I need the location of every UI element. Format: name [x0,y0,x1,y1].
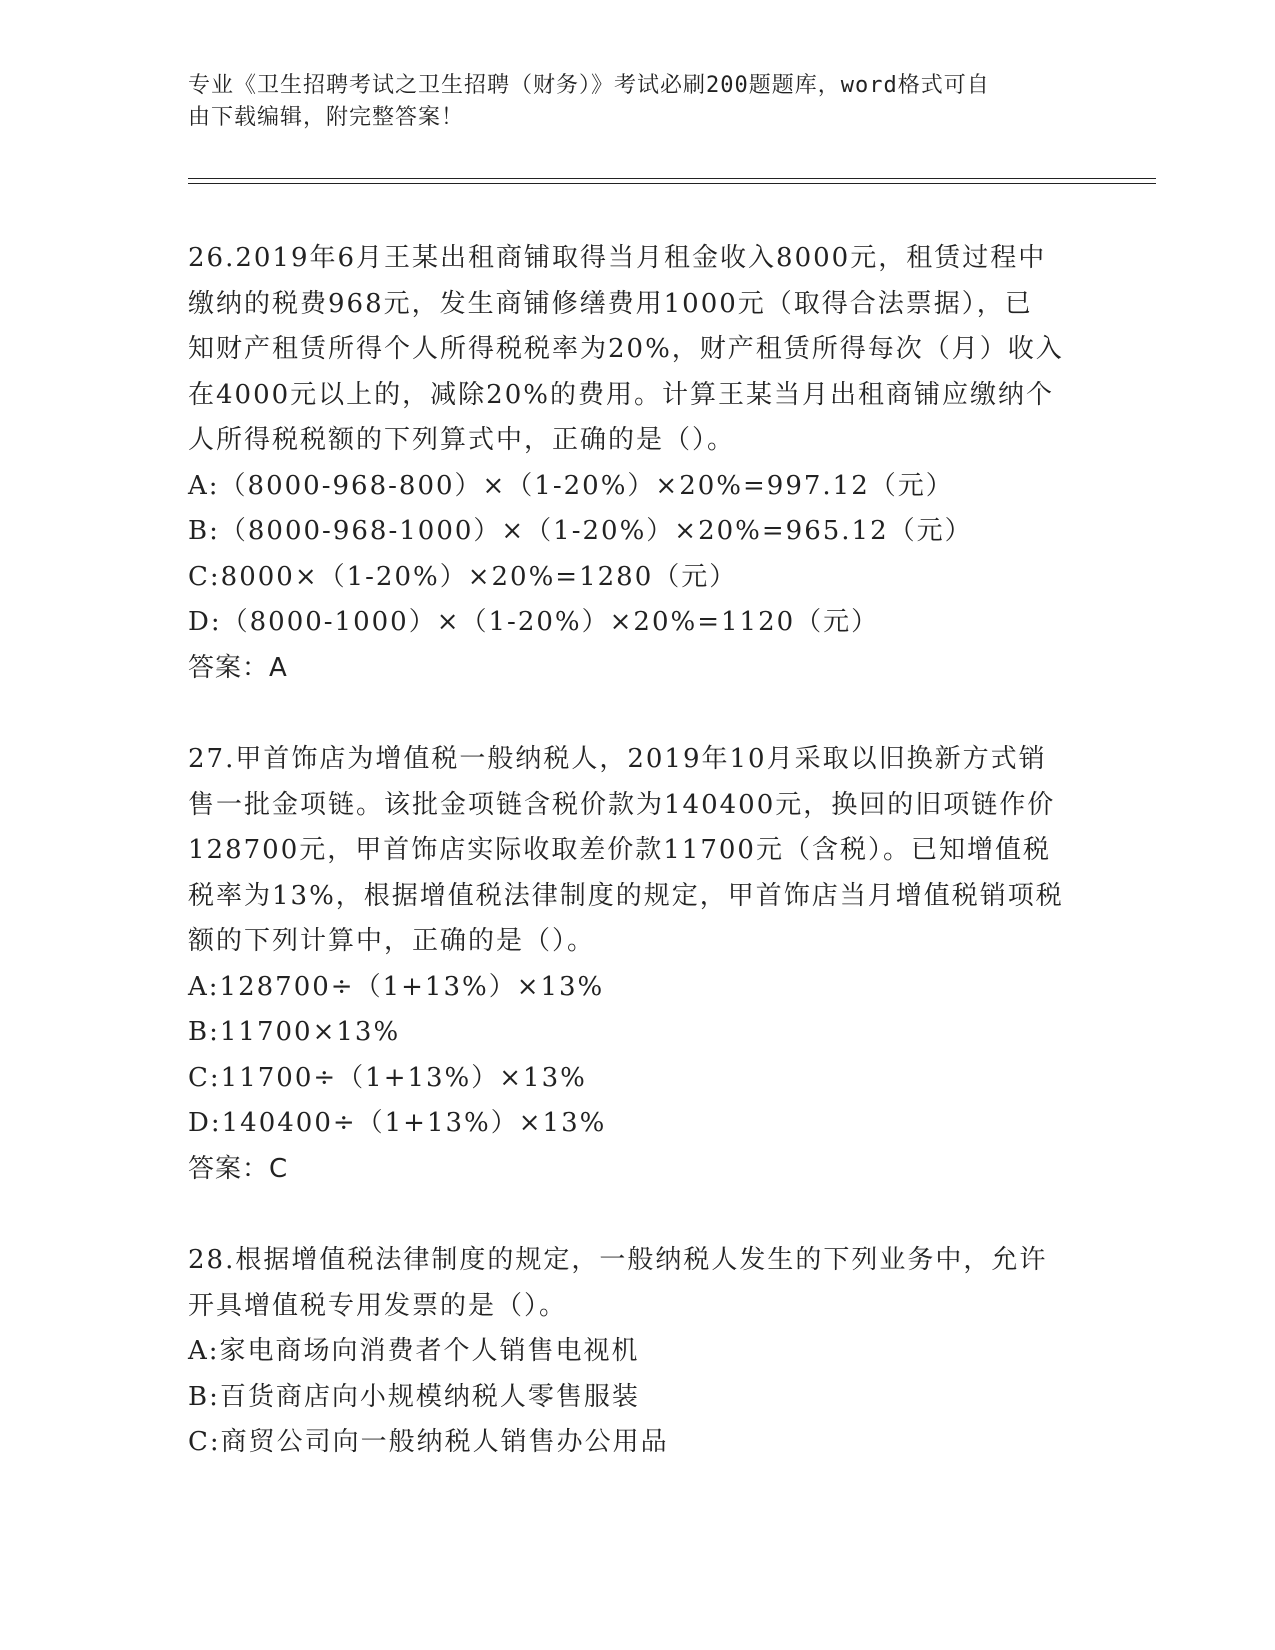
option-c: C:8000×（1-20%）×20%=1280（元） [188,561,738,592]
option-a: A:（8000-968-800）×（1-20%）×20%=997.12（元） [188,470,954,501]
option-a: A:128700÷（1+13%）×13% [188,971,605,1002]
answer-label: 答案：A [188,652,288,683]
answer-label: 答案：C [188,1153,289,1184]
question-stem-line: 缴纳的税费968元，发生商铺修缮费用1000元（取得合法票据），已 [188,288,1033,319]
question-stem-line: 开具增值税专用发票的是（）。 [188,1290,568,1321]
option-c: C:11700÷（1+13%）×13% [188,1062,587,1093]
header-divider-bottom [188,183,1156,184]
header-line-2: 由下载编辑，附完整答案！ [188,105,465,130]
question-stem-line: 额的下列计算中，正确的是（）。 [188,926,596,956]
question-stem-line: 128700元，甲首饰店实际收取差价款11700元（含税）。已知增值税 [188,835,1051,865]
option-b: B:（8000-968-1000）×（1-20%）×20%=965.12（元） [188,516,973,546]
question-stem-line: 人所得税税额的下列算式中，正确的是（）。 [188,425,736,455]
option-b: B:百货商店向小规模纳税人零售服装 [188,1381,640,1412]
question-stem-line: 26.2019年6月王某出租商铺取得当月租金收入8000元，租赁过程中 [188,243,1047,273]
header-line-1: 专业《卫生招聘考试之卫生招聘（财务）》考试必刷200题题库，word格式可自 [188,73,990,98]
document-header [188,70,1088,134]
question-stem-line: 27.甲首饰店为增值税一般纳税人，2019年10月采取以旧换新方式销 [188,744,1047,774]
option-b: B:11700×13% [188,1017,401,1047]
question-stem-line: 售一批金项链。该批金项链含税价款为140400元，换回的旧项链作价 [188,789,1056,820]
question-stem-line: 在4000元以上的，减除20%的费用。计算王某当月出租商铺应缴纳个 [188,379,1054,410]
option-d: D:（8000-1000）×（1-20%）×20%=1120（元） [188,607,880,637]
option-a: A:家电商场向消费者个人销售电视机 [188,1336,640,1366]
question-stem-line: 28.根据增值税法律制度的规定，一般纳税人发生的下列业务中，允许 [188,1245,1048,1275]
question-stem-line: 知财产租赁所得个人所得税税率为20%，财产租赁所得每次（月）收入 [188,334,1064,364]
question-28 [188,1238,1088,1466]
question-27 [188,737,1088,1192]
header-divider-top [188,178,1156,179]
question-26 [188,236,1088,691]
option-c: C:商贸公司向一般纳税人销售办公用品 [188,1427,669,1457]
option-d: D:140400÷（1+13%）×13% [188,1108,607,1138]
question-stem-line: 税率为13%，根据增值税法律制度的规定，甲首饰店当月增值税销项税 [188,880,1064,911]
